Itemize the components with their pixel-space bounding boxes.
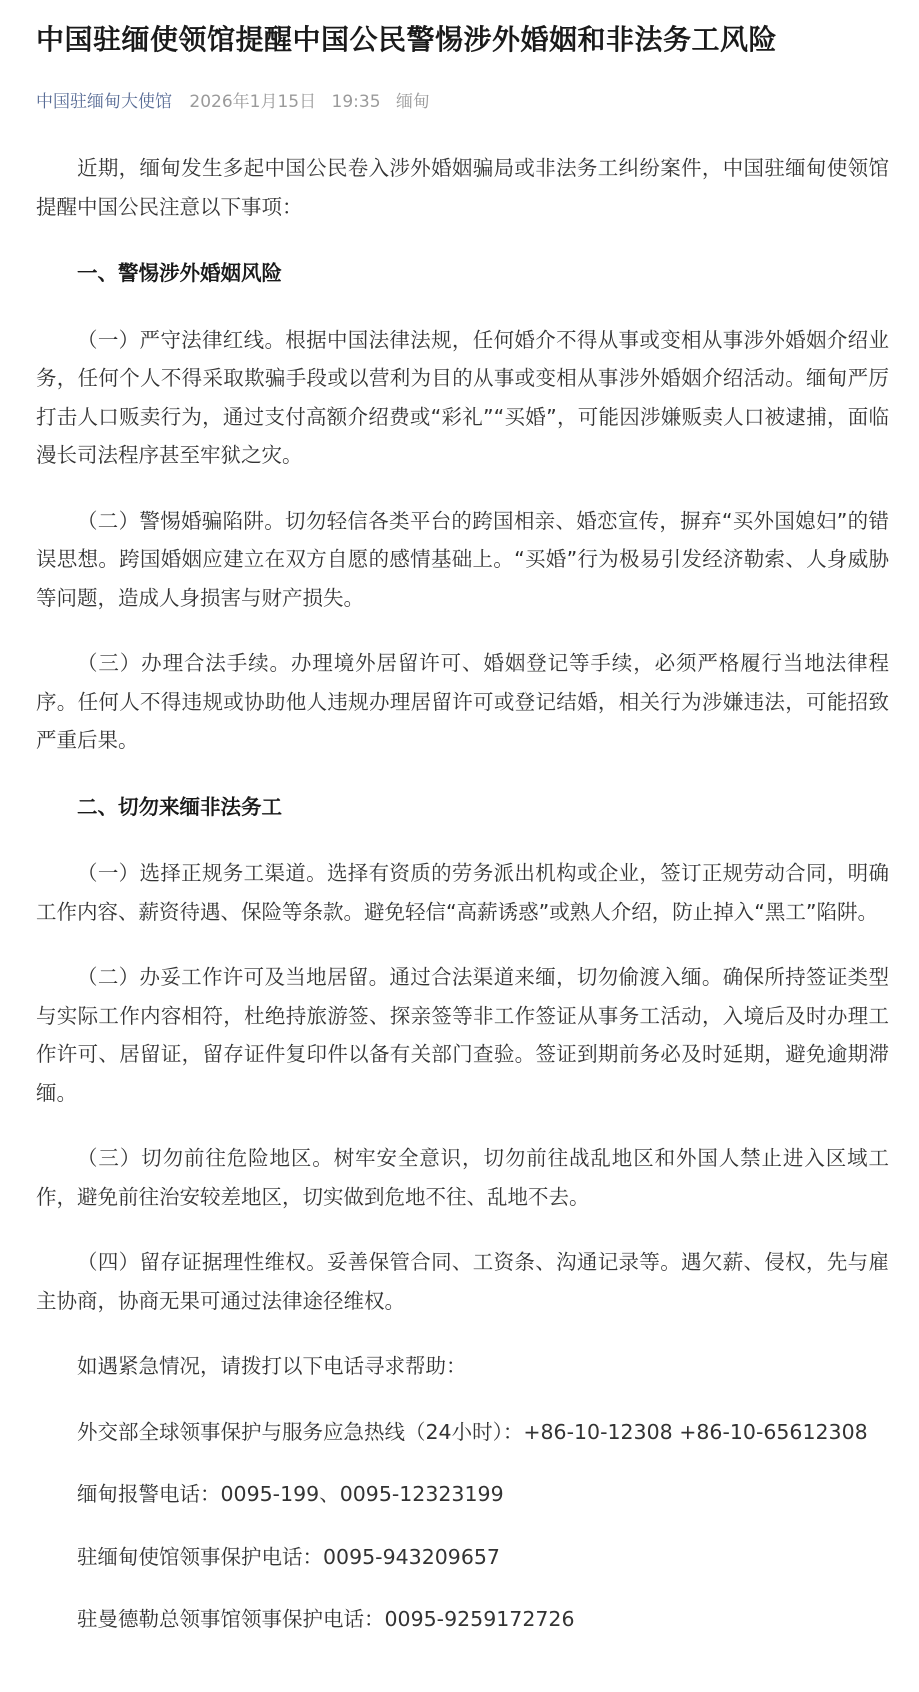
article-body — [36, 149, 889, 1639]
article-meta — [36, 90, 889, 114]
paragraph: （一）严守法律红线。根据中国法律法规，任何婚介不得从事或变相从事涉外婚姻介绍业务，任何个人不得采取欺骗手段或以营利为目的从事或变相从事涉外婚姻介绍活动。缅甸严厉打击人口贩卖行为，通过支付高额介绍费或“彩礼”“买婚”，可能因涉嫌贩卖人口被逮捕，面临漫长司法程序甚至牢狱之灾。 — [36, 327, 889, 467]
contact-item: 外交部全球领事保护与服务应急热线（24小时）：+86-10-12308 +86-10-65612308 — [77, 1419, 868, 1444]
article-title: 中国驻缅使领馆提醒中国公民警惕涉外婚姻和非法务工风险 — [36, 23, 778, 56]
section-heading-work: 二、切勿来缅非法务工 — [77, 794, 282, 819]
contact-item: 驻曼德勒总领事馆领事保护电话：0095-9259172726 — [77, 1607, 575, 1631]
contact-item: 驻缅甸使馆领事保护电话：0095-943209657 — [77, 1544, 500, 1569]
publish-location: 缅甸 — [395, 92, 430, 112]
paragraph: （三）办理合法手续。办理境外居留许可、婚姻登记等手续，必须严格履行当地法律程序。任何人不得违规或协助他人违规办理居留许可或登记结婚，相关行为涉嫌违法，可能招致严重后果。 — [36, 651, 889, 752]
paragraph: （二）警惕婚骗陷阱。切勿轻信各类平台的跨国相亲、婚恋宣传，摒弃“买外国媳妇”的错误思想。跨国婚姻应建立在双方自愿的感情基础上。“买婚”行为极易引发经济勒索、人身威胁等问题，造成人身损害与财产损失。 — [36, 508, 889, 610]
account-name-link[interactable]: 中国驻缅甸大使馆 — [36, 92, 172, 112]
paragraph: （三）切勿前往危险地区。树牢安全意识，切勿前往战乱地区和外国人禁止进入区域工作，避免前往治安较差地区，切实做到危地不往、乱地不去。 — [36, 1146, 889, 1209]
publish-date: 2026年1月15日 — [189, 92, 317, 112]
section-heading-marriage: 一、警惕涉外婚姻风险 — [77, 261, 282, 285]
paragraph: （四）留存证据理性维权。妥善保管合同、工资条、沟通记录等。遇欠薪、侵权，先与雇主协商，协商无果可通过法律途径维权。 — [36, 1250, 889, 1313]
contact-item: 缅甸报警电话：0095-199、0095-12323199 — [77, 1482, 504, 1506]
paragraph: （二）办妥工作许可及当地居留。通过合法渠道来缅，切勿偷渡入缅。确保所持签证类型与实际工作内容相符，杜绝持旅游签、探亲签等非工作签证从事务工活动，入境后及时办理工作许可、居留证，留存证件复印件以备有关部门查验。签证到期前务必及时延期，避免逾期滞缅。 — [36, 965, 889, 1105]
contact-list — [36, 1413, 889, 1639]
publish-time: 19:35 — [331, 92, 381, 112]
emergency-intro: 如遇紧急情况，请拨打以下电话寻求帮助： — [77, 1354, 467, 1378]
paragraph: （一）选择正规务工渠道。选择有资质的劳务派出机构或企业，签订正规劳动合同，明确工作内容、薪资待遇、保险等条款。避免轻信“高薪诱惑”或熟人介绍，防止掉入“黑工”陷阱。 — [36, 861, 889, 924]
intro-paragraph: 近期，缅甸发生多起中国公民卷入涉外婚姻骗局或非法务工纠纷案件，中国驻缅甸使领馆提醒中国公民注意以下事项： — [36, 156, 889, 219]
